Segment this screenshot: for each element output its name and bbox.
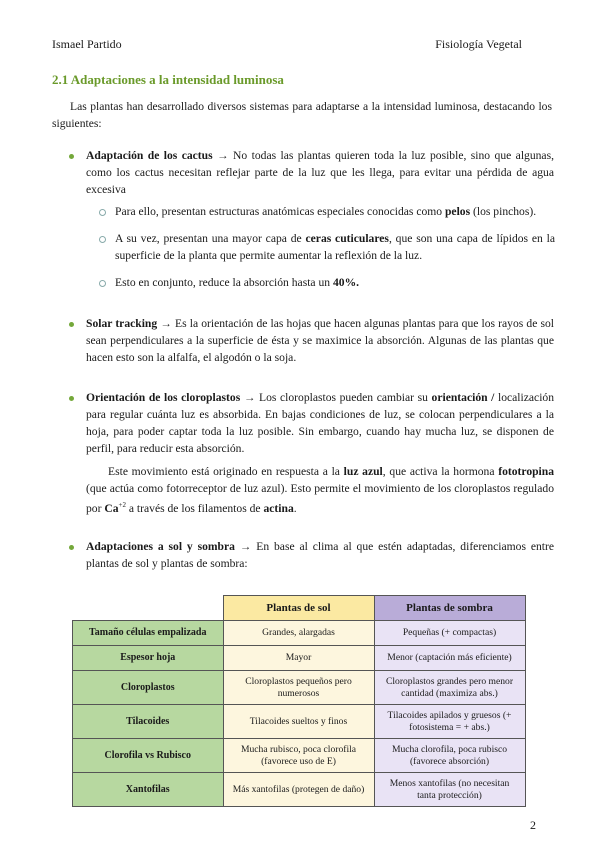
para-bold: actina <box>263 501 294 515</box>
arrow: → <box>212 149 234 162</box>
cell-sol: Tilacoides sueltos y finos <box>223 705 374 739</box>
header-author: Ismael Partido <box>52 37 122 51</box>
row-label: Tamaño células empalizada <box>73 621 224 646</box>
cell-sol: Más xantofilas (protegen de daño) <box>223 773 374 807</box>
bullet-dot <box>69 154 74 159</box>
sub-bullet-ceras <box>115 230 555 264</box>
cell-sombra: Tilacoides apilados y gruesos (+ fotosistema = + abs.) <box>374 705 525 739</box>
cell-sombra: Pequeñas (+ compactas) <box>374 621 525 646</box>
cloroplastos-paragraph-2 <box>86 463 554 517</box>
arrow: → <box>240 391 260 404</box>
para-text: a través de los filamentos de <box>125 501 264 515</box>
row-label: Espesor hoja <box>73 646 224 671</box>
cell-sombra: Cloroplastos grandes pero menor cantidad (maximiza abs.) <box>374 671 525 705</box>
bullet-cloro-bold: orientación / <box>431 391 498 404</box>
row-label: Tilacoides <box>73 705 224 739</box>
para-bold: fototropina <box>498 465 555 478</box>
row-label: Xantofilas <box>73 773 224 807</box>
header-subject: Fisiología Vegetal <box>435 37 522 51</box>
para-bold: luz azul <box>343 465 383 478</box>
bullet-solar-title: Solar tracking <box>86 317 158 330</box>
para-text: (que actúa como fotorreceptor de luz azul). Esto permite el movimiento de los cloroplastos regulado por <box>86 482 554 515</box>
bullet-cloro-title: Orientación de los cloroplastos <box>86 391 241 404</box>
header-plantas-sombra: Plantas de sombra <box>374 596 525 621</box>
bullet-cactus <box>86 147 554 198</box>
sub-bold: pelos <box>444 205 471 218</box>
sub-bold: 40%. <box>332 276 360 289</box>
bullet-cloro-text: localización para regular cuánta luz es absorbida. En bajas condiciones de luz, se colocan perpendiculares a la hoja, para poder captar toda la luz posible. Sin embargo, cuando hay mucha luz, se disponen de perfil, para reducir esta absorción. <box>86 391 555 455</box>
para-text: , que activa la hormona <box>382 465 499 478</box>
bullet-dot <box>69 322 74 327</box>
para-text: Este movimiento está originado en respuesta a la <box>108 465 344 478</box>
table-row <box>73 671 526 705</box>
cell-sol: Cloroplastos pequeños pero numerosos <box>223 671 374 705</box>
bullet-solar-text: Es la orientación de las hojas que hacen algunas plantas para que los rayos de sol sean perpendiculares a la superficie de ésta y se maximice la absorción. Algunas de las plantas que hacen esto son la alfalfa, el algodón o la soja. <box>86 317 554 364</box>
section-title: 2.1 Adaptaciones a la intensidad luminosa <box>52 72 284 87</box>
comparison-table <box>72 595 526 807</box>
table-header-row <box>73 596 526 621</box>
sub-text: A su vez, presentan una mayor capa de <box>115 232 306 245</box>
cell-sol: Mayor <box>223 646 374 671</box>
intro-paragraph: Las plantas han desarrollado diversos sistemas para adaptarse a la intensidad luminosa, destacando los siguientes: <box>52 100 552 130</box>
bullet-solsombra-text: En base al clima al que estén adaptadas, diferenciamos entre plantas de sol y plantas de sombra: <box>86 540 555 570</box>
cell-sombra: Mucha clorofila, poca rubisco (favorece absorción) <box>374 739 525 773</box>
bullet-solar <box>86 315 554 366</box>
bullet-cloroplastos <box>86 389 554 457</box>
sub-text: , que son una capa de lípidos en la superficie de la planta que permite aumentar la reflexión de la luz. <box>115 232 555 262</box>
sub-bullet-pelos <box>115 203 555 220</box>
bullet-cactus-text: No todas las plantas quieren toda la luz posible, sino que algunas, como los cactus necesitan reflejar parte de la luz que les llega, para evitar una pérdida de agua excesiva <box>86 149 554 196</box>
sub-bullet-dot <box>99 280 106 287</box>
para-bold: Ca <box>104 501 119 515</box>
sub-bullet-dot <box>99 236 106 243</box>
header-plantas-sol: Plantas de sol <box>223 596 374 621</box>
bullet-dot <box>69 396 74 401</box>
table-row <box>73 773 526 807</box>
arrow: → <box>234 540 257 553</box>
sub-text: (los pinchos). <box>470 205 537 218</box>
cell-sol: Mucha rubisco, poca clorofila (favorece uso de E) <box>223 739 374 773</box>
table-row <box>73 621 526 646</box>
cell-sombra: Menor (captación más eficiente) <box>374 646 525 671</box>
superscript: +2 <box>118 501 126 509</box>
bullet-sol-sombra <box>86 538 554 572</box>
table-row <box>73 705 526 739</box>
cell-sol: Grandes, alargadas <box>223 621 374 646</box>
arrow: → <box>157 317 176 330</box>
sub-text: Esto en conjunto, reduce la absorción hasta un <box>115 276 333 289</box>
para-text: . <box>293 501 297 515</box>
row-label: Cloroplastos <box>73 671 224 705</box>
table-row <box>73 739 526 773</box>
sub-text: Para ello, presentan estructuras anatómicas especiales conocidas como <box>115 205 445 218</box>
bullet-cloro-text: Los cloroplastos pueden cambiar su <box>259 391 432 404</box>
bullet-solsombra-title: Adaptaciones a sol y sombra <box>86 540 235 553</box>
sub-bold: ceras cuticulares <box>305 232 389 245</box>
page-number: 2 <box>530 818 536 832</box>
sub-bullet-dot <box>99 209 106 216</box>
cell-sombra: Menos xantofilas (no necesitan tanta protección) <box>374 773 525 807</box>
bullet-dot <box>69 545 74 550</box>
row-label: Clorofila vs Rubisco <box>73 739 224 773</box>
table-row <box>73 646 526 671</box>
table-corner <box>73 596 224 621</box>
bullet-cactus-title: Adaptación de los cactus <box>86 149 213 162</box>
sub-bullet-absorcion <box>115 274 555 291</box>
